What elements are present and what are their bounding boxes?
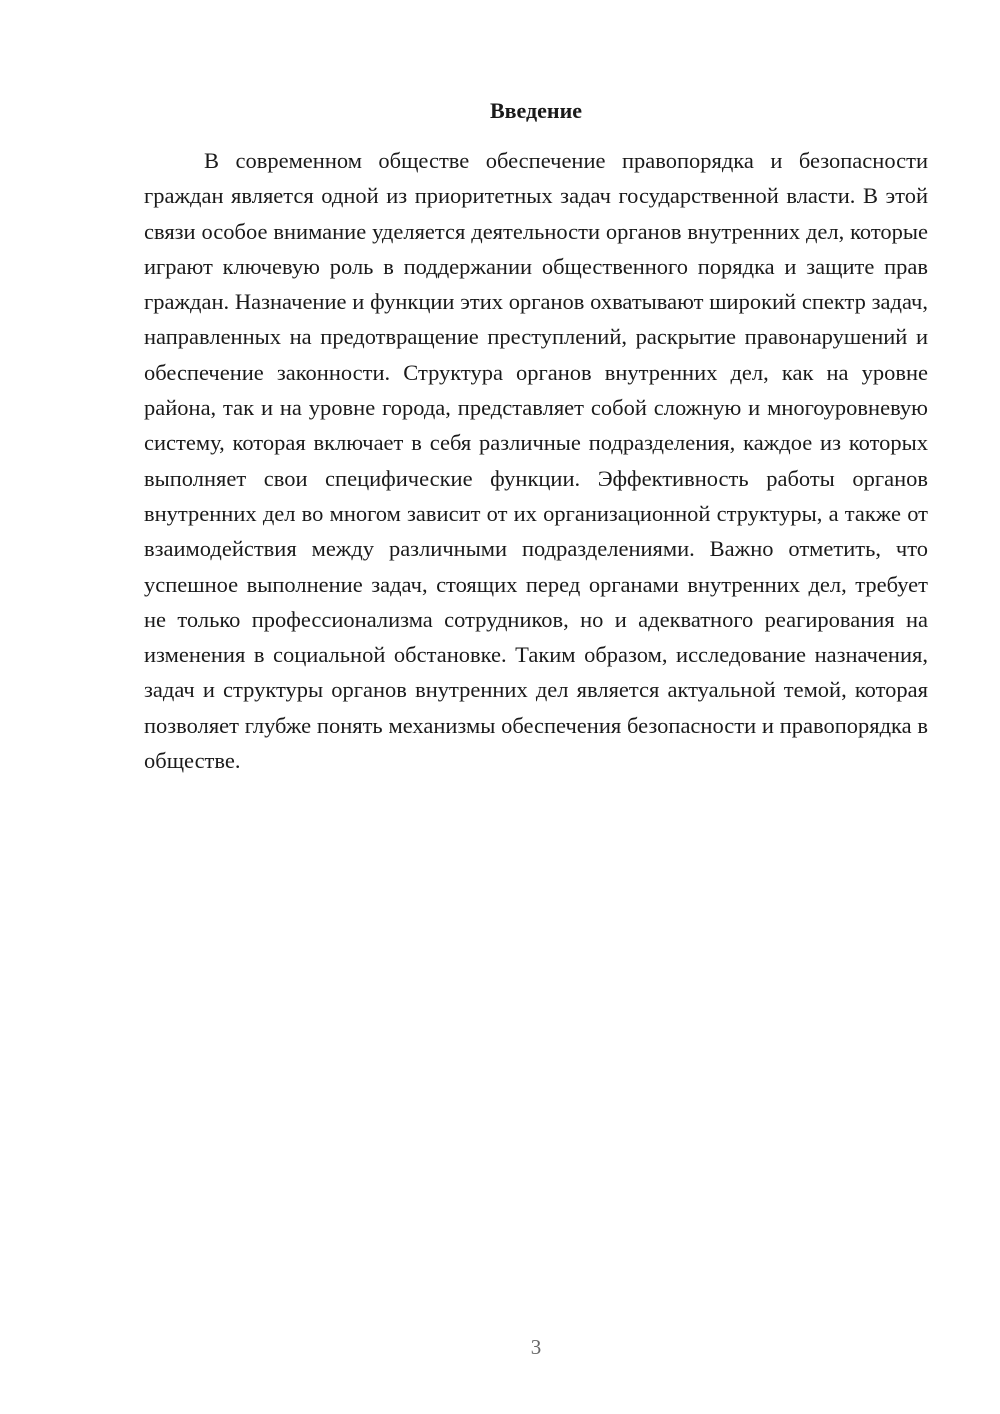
intro-paragraph: В современном обществе обеспечение правопорядка и безопасности граждан является одной из приоритетных задач государственной власти. В этой связи особое внимание уделяется деятельности органов внутренних дел, которые играют ключевую роль в поддержании общественного порядка и защите прав граждан. Назначение и функции этих органов охватывают широкий спектр задач, направленных на предотвращение преступлений, раскрытие правонарушений и обеспечение законности. Структура органов внутренних дел, как на уровне района, так и на уровне города, представляет собой сложную и многоуровневую систему, которая включает в себя различные подразделения, каждое из которых выполняет свои специфические функции. Эффективность работы органов внутренних дел во многом зависит от их организационной структуры, а также от взаимодействия между различными подразделениями. Важно отметить, что успешное выполнение задач, стоящих перед органами внутренних дел, требует не только профессионализма сотрудников, но и адекватного реагирования на изменения в социальной обстановке. Таким образом, исследование назначения, задач и структуры органов внутренних дел является актуальной темой, которая позволяет глубже понять механизмы обеспечения безопасности и правопорядка в обществе. [144, 148, 928, 774]
page-number: 3 [530, 1335, 542, 1359]
section-title: Введение [489, 98, 583, 123]
